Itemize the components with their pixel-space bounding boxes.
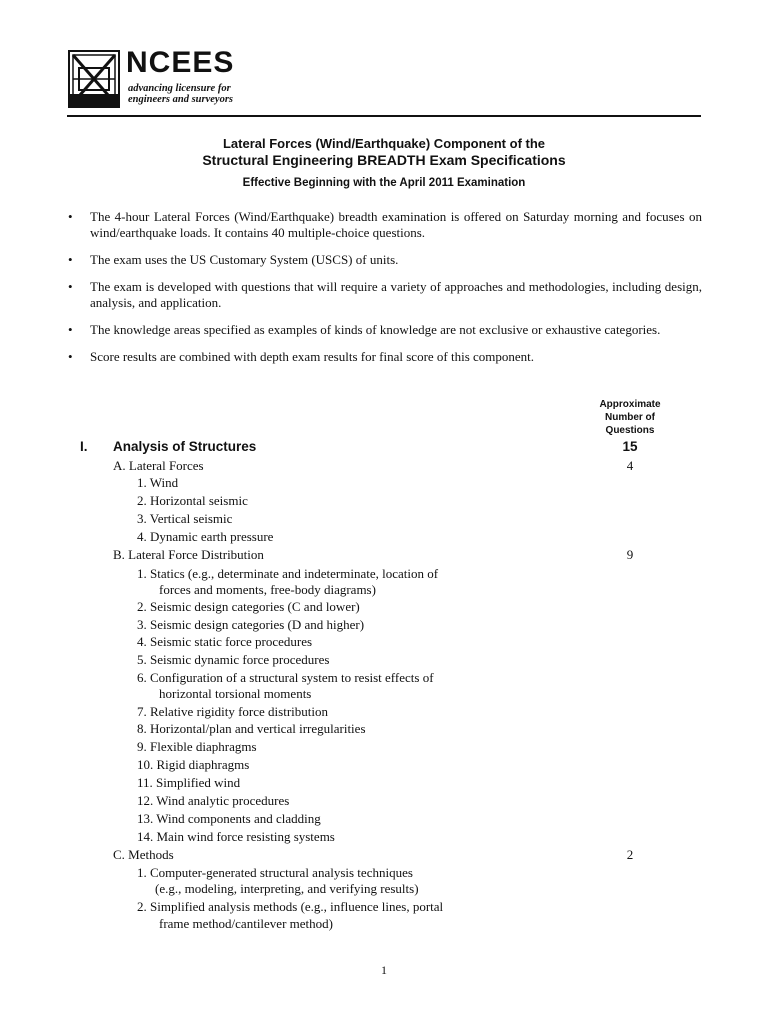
- bullet-icon: •: [68, 209, 73, 224]
- subsection-label: C. Methods: [113, 847, 174, 862]
- bullet-icon: •: [68, 279, 73, 294]
- bullet-icon: •: [68, 322, 73, 337]
- bullet-item: • The exam uses the US Customary System (USCS) of units.: [68, 252, 399, 267]
- section-title: Analysis of Structures: [113, 439, 257, 454]
- logo-tagline: advancing licensure for engineers and surveyors: [128, 83, 234, 105]
- subsection-question-count: 4: [626, 458, 634, 473]
- intro-bullet-list: [68, 209, 702, 376]
- document-subtitle: Effective Beginning with the April 2011 Examination: [242, 177, 526, 189]
- bullet-icon: •: [68, 252, 73, 267]
- ncees-emblem-icon: [68, 50, 120, 108]
- bullet-item: • The exam is developed with questions that will require a variety of approaches and methodologies, including design, analysis, and application.: [68, 279, 702, 310]
- subsection-question-count: 2: [626, 847, 634, 862]
- bullet-icon: •: [68, 349, 73, 364]
- questions-column-header: Approximate Number of Questions: [599, 399, 661, 436]
- bullet-item: • The knowledge areas specified as examples of kinds of knowledge are not exclusive or exhaustive categories.: [68, 322, 661, 337]
- document-title-line2: Structural Engineering BREADTH Exam Specifications: [202, 152, 566, 168]
- page-number: 1: [381, 963, 387, 977]
- subsection-label: A. Lateral Forces: [113, 458, 204, 473]
- bullet-item: • Score results are combined with depth exam results for final score of this component.: [68, 349, 535, 364]
- header-rule: [67, 115, 701, 117]
- document-title-line1: Lateral Forces (Wind/Earthquake) Component of the: [222, 136, 546, 151]
- ncees-logo: [68, 48, 268, 110]
- subsection-label: B. Lateral Force Distribution: [113, 547, 264, 562]
- bullet-item: • The 4-hour Lateral Forces (Wind/Earthquake) breadth examination is offered on Saturday morning and focuses on wind/earthquake loads. It contains 40 multiple-choice questions.: [68, 209, 702, 240]
- section-question-count: 15: [622, 439, 638, 454]
- logo-wordmark: NCEES: [126, 46, 235, 79]
- subsection-question-count: 9: [626, 547, 634, 562]
- section-number: I.: [80, 439, 88, 454]
